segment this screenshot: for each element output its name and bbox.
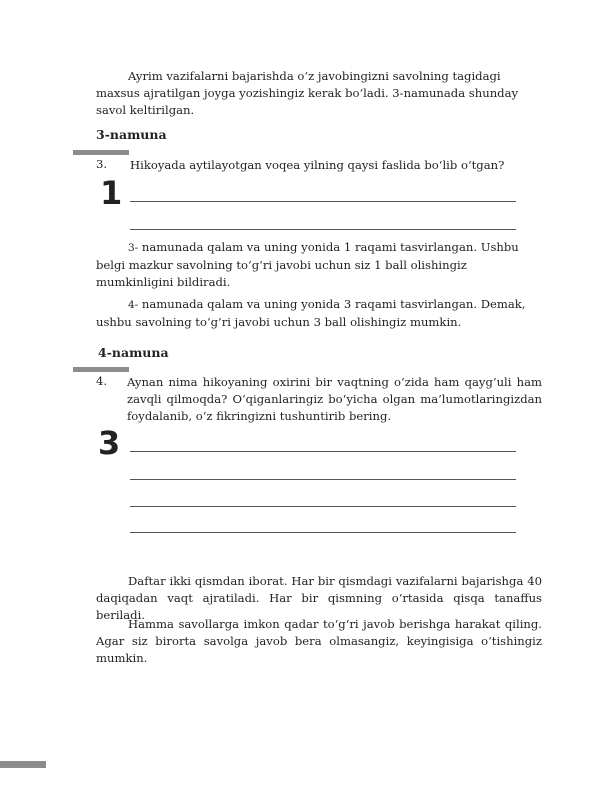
question-4-number: 4. — [96, 374, 108, 388]
answer-line-q3-1 — [130, 201, 516, 202]
sample-4-rule — [73, 367, 129, 372]
info-paragraph-1: Daftar ikki qismdan iborat. Har bir qismdagi vazifalarni bajarishga 40 daqiqadan vaqt ajratiladi. Har bir qismning o‘rtasida qisqa tanaffus beriladi. — [96, 574, 542, 622]
explanation-sample-4 — [96, 296, 542, 331]
sample-3-rule — [73, 150, 129, 155]
answer-line-q3-2 — [130, 229, 516, 230]
question-3-text: Hikoyada aytilayotgan voqea yilning qaysi faslida bo‘lib o‘tgan? — [130, 158, 505, 172]
question-3-number: 3. — [96, 157, 108, 171]
answer-line-q4-4 — [130, 532, 516, 533]
explanation-sample-3-number: 3- — [128, 242, 139, 254]
intro-paragraph: Ayrim vazifalarni bajarishda o‘z javobingizni savolning tagidagi maxsus ajratilgan joyga yozishingiz kerak bo‘ladi. 3-namunada shunday savol keltirilgan. — [96, 69, 519, 117]
explanation-sample-4-number: 4- — [128, 299, 139, 311]
sample-3-heading: 3-namuna — [96, 127, 167, 142]
answer-line-q4-2 — [130, 479, 516, 480]
sample-4-heading: 4-namuna — [98, 345, 169, 360]
explanation-sample-3 — [96, 239, 542, 291]
answer-line-q4-1 — [130, 451, 516, 452]
score-digit-3: 3 — [98, 424, 121, 462]
explanation-sample-4-text: namunada qalam va uning yonida 3 raqami tasvirlangan. Demak, ushbu savolning to‘g‘ri javobi uchun 3 ball olishingiz mumkin. — [96, 297, 526, 329]
info-paragraph-2: Hamma savollarga imkon qadar to‘g‘ri javob berishga harakat qiling. Agar siz birorta savolga javob bera olmasangiz, keyingisiga o‘tishingiz mumkin. — [96, 617, 542, 665]
footer-bar — [0, 761, 46, 768]
answer-line-q4-3 — [130, 506, 516, 507]
question-4-text: Aynan nima hikoyaning oxirini bir vaqtning o‘zida ham qayg‘uli ham zavqli qilmoqda? O‘qiganlaringiz bo‘yicha olgan ma’lumotlaringizdan foydalanib, o‘z fikringizni tushuntirib bering. — [127, 375, 542, 423]
score-digit-1: 1 — [100, 174, 123, 212]
explanation-sample-3-text: namunada qalam va uning yonida 1 raqami tasvirlangan. Ushbu belgi mazkur savolning to‘g‘ri javobi uchun siz 1 ball olishingiz mumkinligini bildiradi. — [96, 240, 519, 289]
